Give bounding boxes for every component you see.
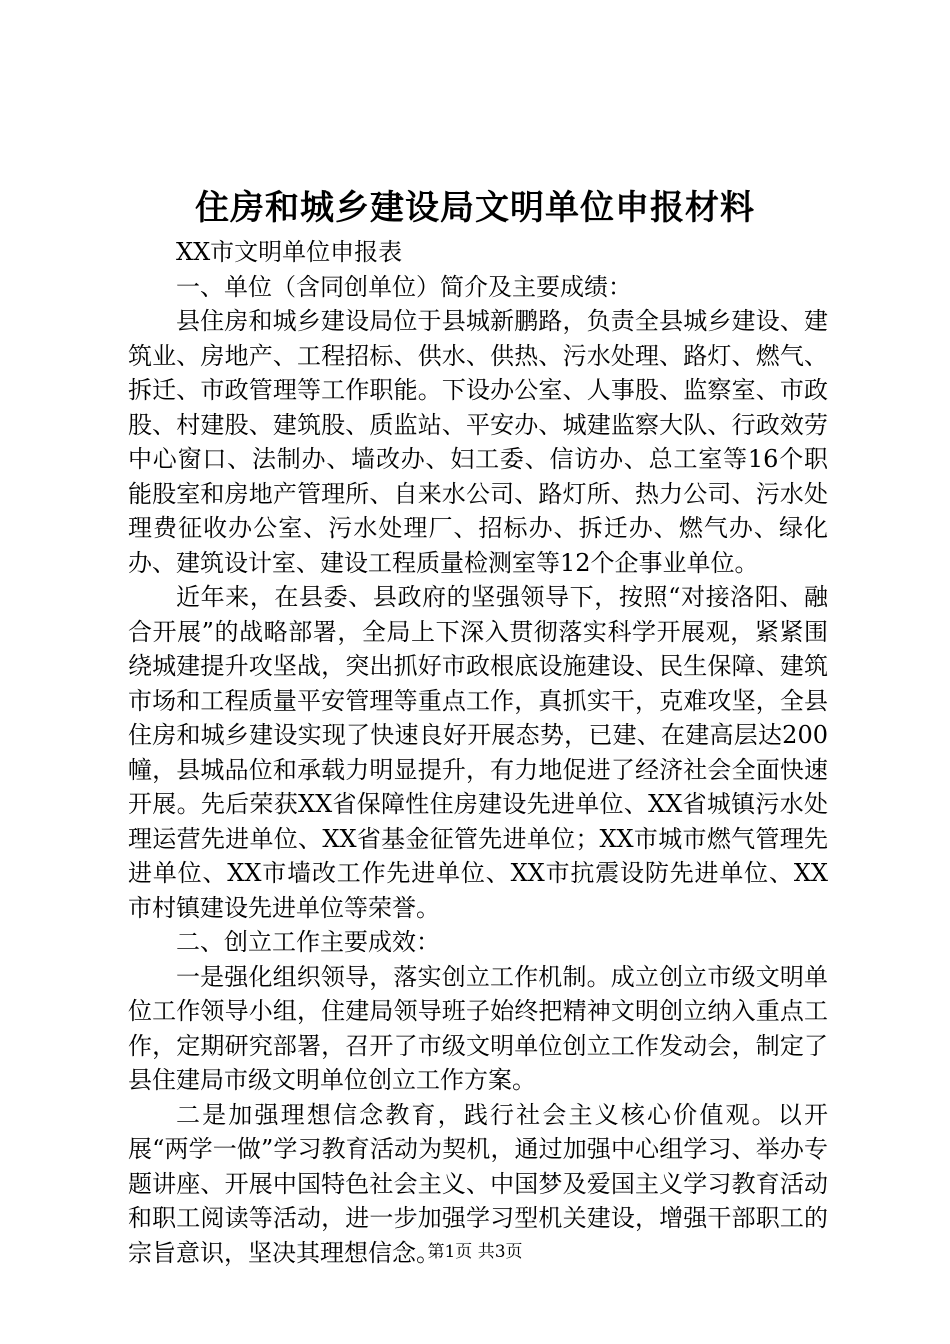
paragraph-organization: 一是强化组织领导，落实创立工作机制。成立创立市级文明单位工作领导小组，住建局领导班子始终把精神文明创立纳入重点工作，定期研究部署，召开了市级文明单位创立工作发动会，制定了县住建局市级文明单位创立工作方案。 [128, 962, 828, 1094]
document-title: 住房和城乡建设局文明单位申报材料 [195, 188, 755, 228]
paragraph-education: 二是加强理想信念教育，践行社会主义核心价值观。以开展“两学一做”学习教育活动为契机，通过加强中心组学习、举办专题讲座、开展中国特色社会主义、中国梦及爱国主义学习教育活动和职工阅读等活动，进一步加强学习型机关建设，增强干部职工的宗旨意识，坚决其理想信念。 [128, 1100, 828, 1267]
page-number: 第1页 共3页 [427, 1242, 523, 1262]
document-body [128, 235, 828, 1270]
paragraph-unit-intro: 县住房和城乡建设局位于县城新鹏路，负责全县城乡建设、建筑业、房地产、工程招标、供水、供热、污水处理、路灯、燃气、拆迁、市政管理等工作职能。下设办公室、人事股、监察室、市政股、村建股、建筑股、质监站、平安办、城建监察大队、行政效劳中心窗口、法制办、墙改办、妇工委、信访办、总工室等16个职能股室和房地产管理所、自来水公司、路灯所、热力公司、污水处理费征收办公室、污水处理厂、招标办、拆迁办、燃气办、绿化办、建筑设计室、建设工程质量检测室等12个企事业单位。 [128, 307, 828, 577]
section-heading-1: 一、单位（含同创单位）简介及主要成绩： [176, 272, 632, 301]
section-heading-2: 二、创立工作主要成效： [176, 928, 440, 956]
paragraph-form-name: XX市文明单位申报表 [176, 238, 403, 266]
paragraph-achievements: 近年来，在县委、县政府的坚强领导下，按照“对接洛阳、融合开展”的战略部署，全局上下深入贯彻落实科学开展观，紧紧围绕城建提升攻坚战，突出抓好市政根底设施建设、民生保障、建筑市场和工程质量平安管理等重点工作，真抓实干，克难攻坚，全县住房和城乡建设实现了快速良好开展态势，已建、在建高层达200幢，县城品位和承载力明显提升，有力地促进了经济社会全面快速开展。先后荣获XX省保障性住房建设先进单位、XX省城镇污水处理运营先进单位、XX省基金征管先进单位；XX市城市燃气管理先进单位、XX市墙改工作先进单位、XX市抗震设防先进单位、XX市村镇建设先进单位等荣誉。 [128, 583, 828, 922]
